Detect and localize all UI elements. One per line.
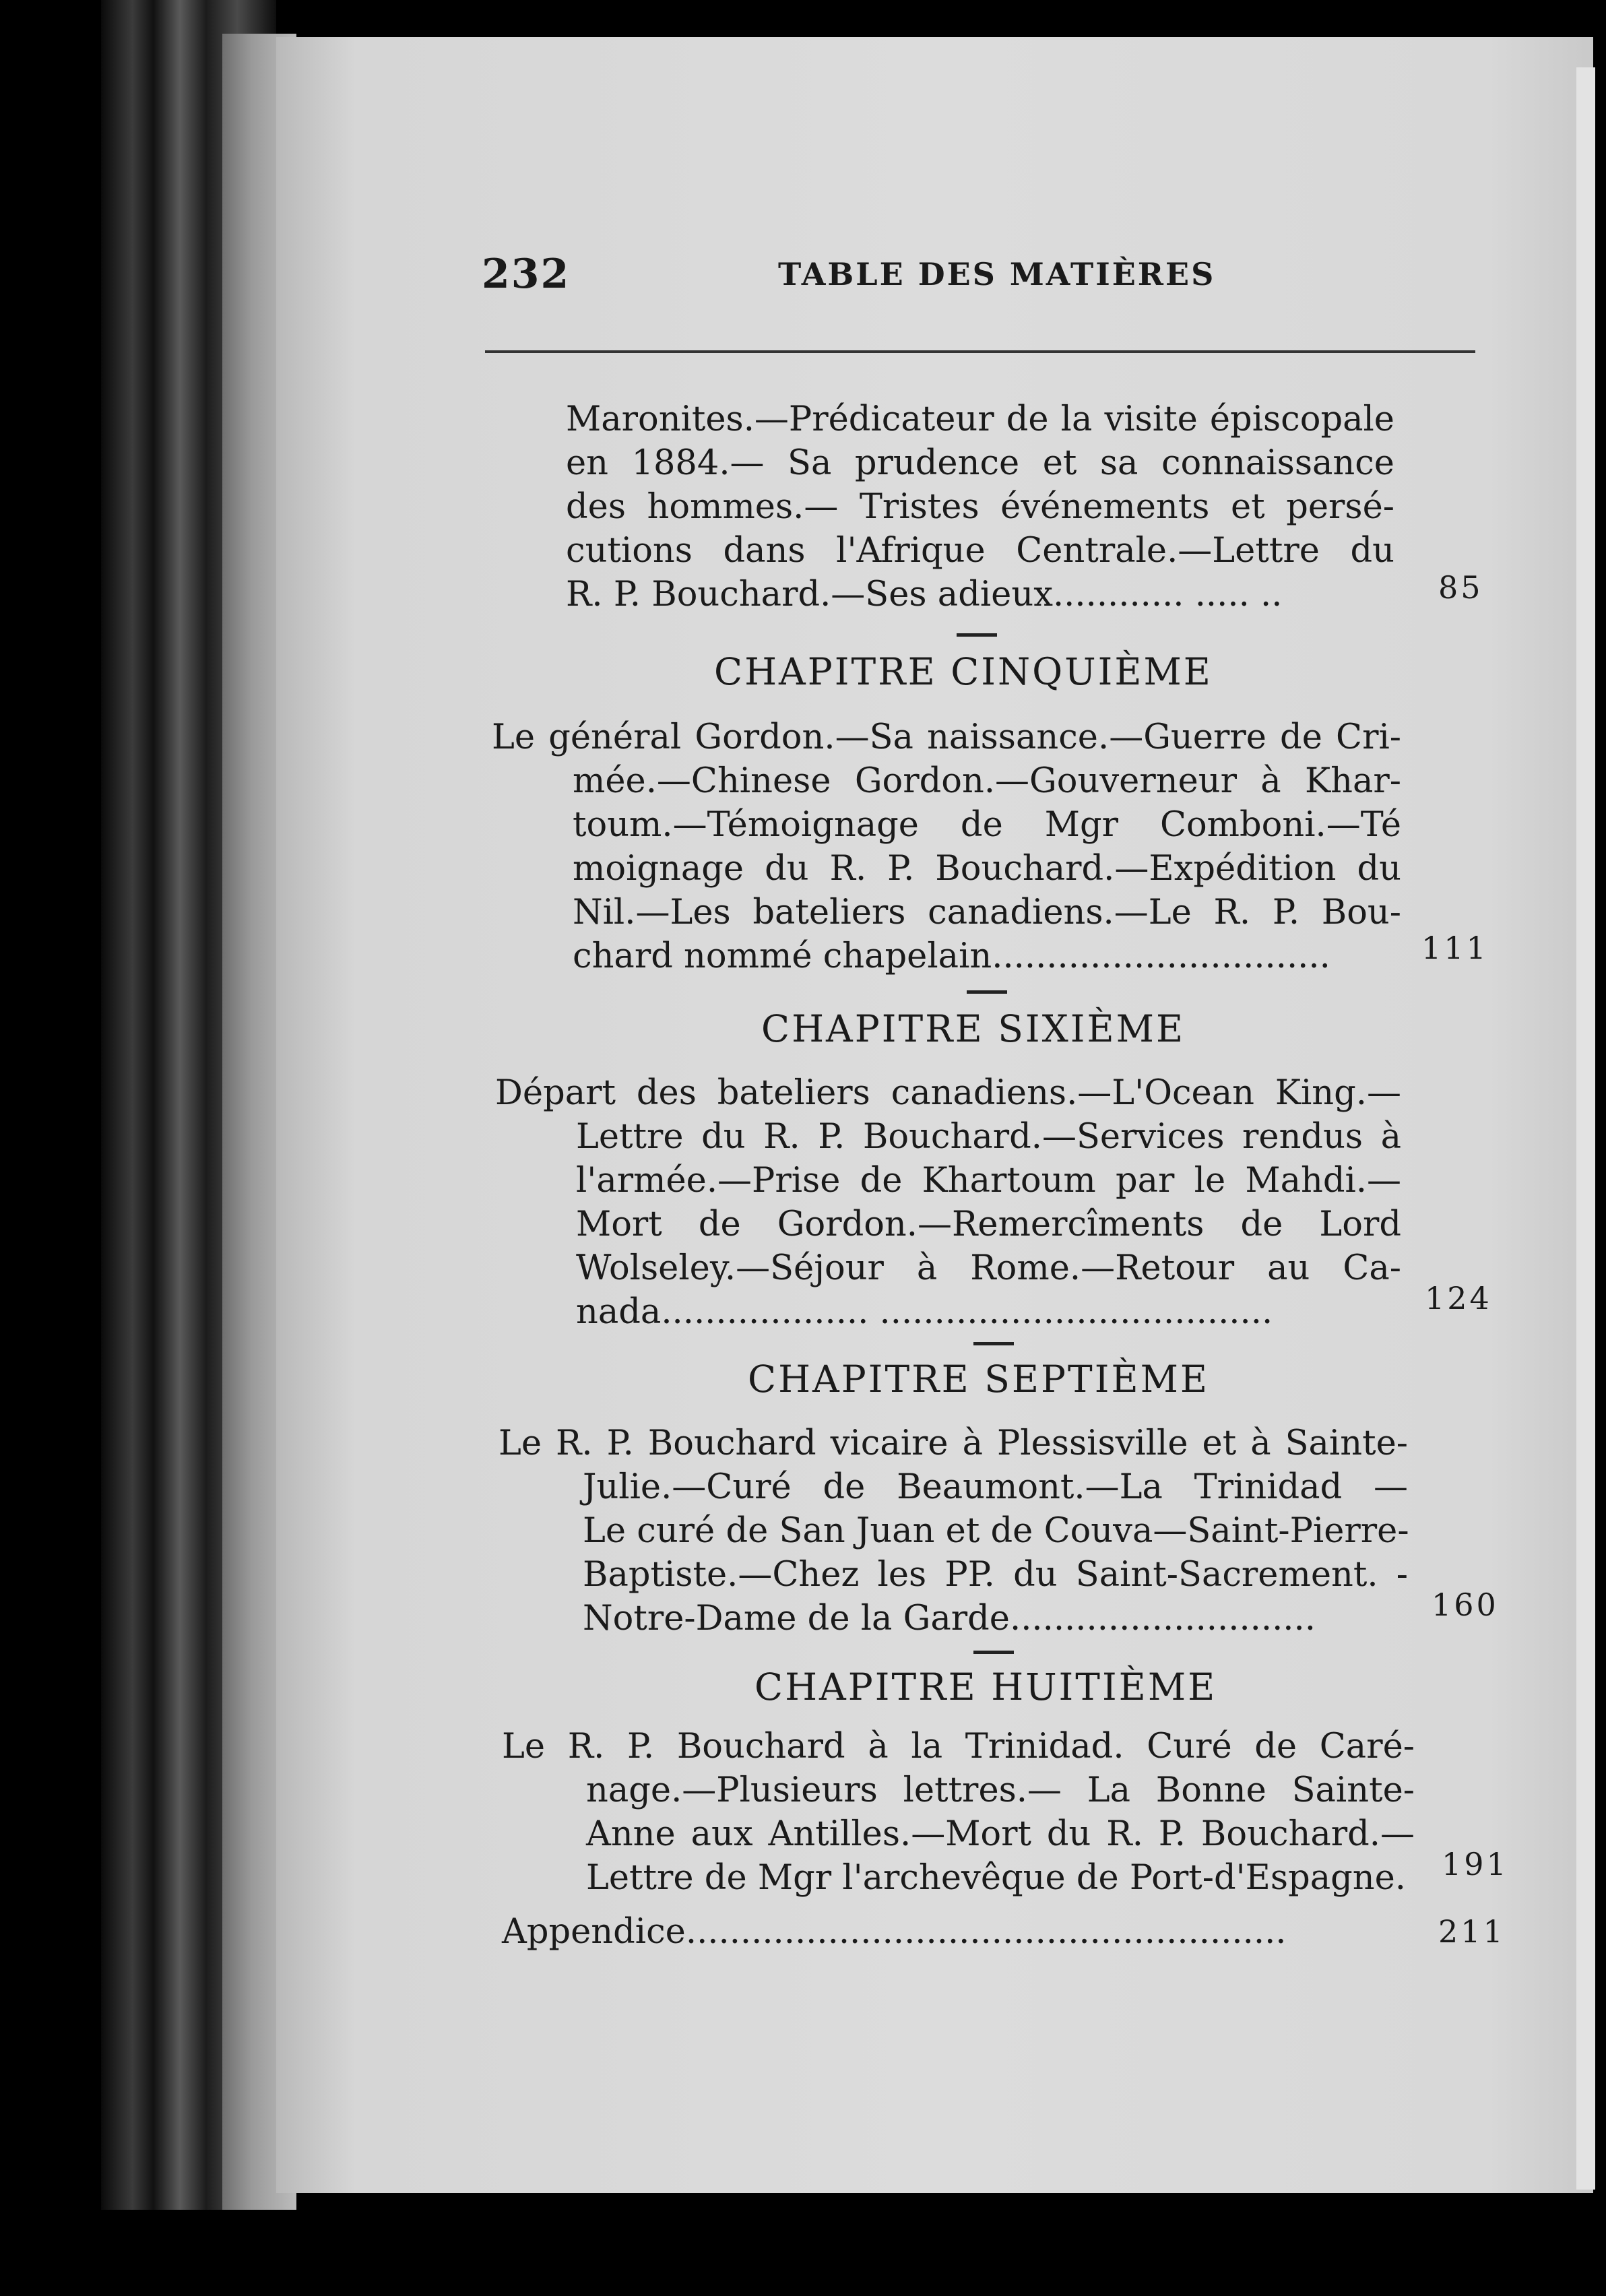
entry-line: en 1884.— Sa prudence et sa connaissance (566, 443, 1394, 483)
section-dash (973, 1342, 1014, 1345)
entry-line: Anne aux Antilles.—Mort du R. P. Bouchard.— (586, 1814, 1415, 1854)
header-rule (485, 350, 1475, 353)
toc-entry (502, 1725, 1415, 1900)
running-head: TABLE DES MATIÈRES (778, 256, 1216, 292)
entry-line: l'armée.—Prise de Khartoum par le Mahdi.— (576, 1161, 1401, 1201)
entry-line: Lettre de Mgr l'archevêque de Port-d'Espagne. (586, 1858, 1407, 1898)
entry-page-number: 124 (1425, 1280, 1492, 1316)
entry-line: Le général Gordon.—Sa naissance.—Guerre de Cri- (492, 718, 1401, 757)
section-dash (973, 1651, 1014, 1654)
entry-line: Le R. P. Bouchard à la Trinidad. Curé de Caré- (502, 1727, 1415, 1766)
section-dash (957, 633, 997, 637)
dot-leader: ............ ..... .. (1052, 575, 1283, 614)
entry-line: des hommes.— Tristes événements et persé- (566, 487, 1394, 527)
entry-line: Lettre du R. P. Bouchard.—Services rendus à (576, 1117, 1401, 1157)
entry-line: mée.—Chinese Gordon.—Gouverneur à Khar- (573, 761, 1401, 801)
entry-line: Appendice (502, 1912, 686, 1952)
chapter-heading: CHAPITRE SEPTIÈME (748, 1358, 1210, 1401)
entry-line: Le curé de San Juan et de Couva—Saint-Pierre- (583, 1511, 1409, 1551)
dot-leader: ............................... (992, 936, 1330, 976)
page-number: 232 (482, 251, 571, 298)
entry-line: Wolseley.—Séjour à Rome.—Retour au Ca- (576, 1248, 1401, 1288)
entry-line: Départ des bateliers canadiens.—L'Ocean King.— (495, 1073, 1401, 1113)
toc-entry (492, 715, 1401, 978)
entry-line: Mort de Gordon.—Remercîments de Lord (576, 1205, 1401, 1244)
chapter-heading: CHAPITRE SIXIÈME (761, 1007, 1186, 1050)
entry-line: chard nommé chapelain (573, 936, 992, 976)
chapter-heading: CHAPITRE CINQUIÈME (714, 650, 1213, 693)
entry-page-number: 211 (1438, 1913, 1506, 1950)
entry-page-number: 191 (1442, 1846, 1509, 1882)
entry-line: Maronites.—Prédicateur de la visite épiscopale (566, 400, 1394, 439)
section-dash (967, 990, 1007, 994)
dot-leader: ................... .................................... (661, 1292, 1273, 1332)
entry-page-number: 85 (1438, 569, 1483, 606)
entry-line: nage.—Plusieurs lettres.— La Bonne Sainte- (586, 1771, 1415, 1810)
entry-page-number: 160 (1432, 1587, 1499, 1623)
entry-line: Baptiste.—Chez les PP. du Saint-Sacrement. - (583, 1555, 1408, 1595)
toc-entry (499, 1422, 1408, 1640)
entry-line: moignage du R. P. Bouchard.—Expédition du (573, 849, 1401, 889)
toc-entry (502, 1910, 1415, 1954)
entry-line: nada (576, 1292, 662, 1332)
chapter-heading: CHAPITRE HUITIÈME (754, 1665, 1217, 1709)
toc-entry (566, 397, 1394, 616)
entry-line: cutions dans l'Afrique Centrale.—Lettre du (566, 531, 1394, 571)
toc-entry (495, 1071, 1401, 1334)
dot-leader: ............................ (1010, 1599, 1316, 1638)
entry-line: Le R. P. Bouchard vicaire à Plessisville et à Sainte- (499, 1424, 1408, 1463)
entry-line: Julie.—Curé de Beaumont.—La Trinidad — (583, 1467, 1408, 1507)
entry-line: Nil.—Les bateliers canadiens.—Le R. P. Bou- (573, 893, 1401, 932)
entry-line: R. P. Bouchard.—Ses adieux (566, 575, 1053, 614)
entry-line: Notre-Dame de la Garde (583, 1599, 1010, 1638)
entry-page-number: 111 (1421, 930, 1489, 966)
dot-leader: ....................................................... (685, 1912, 1287, 1952)
entry-line: toum.—Témoignage de Mgr Comboni.—Té (573, 805, 1401, 845)
